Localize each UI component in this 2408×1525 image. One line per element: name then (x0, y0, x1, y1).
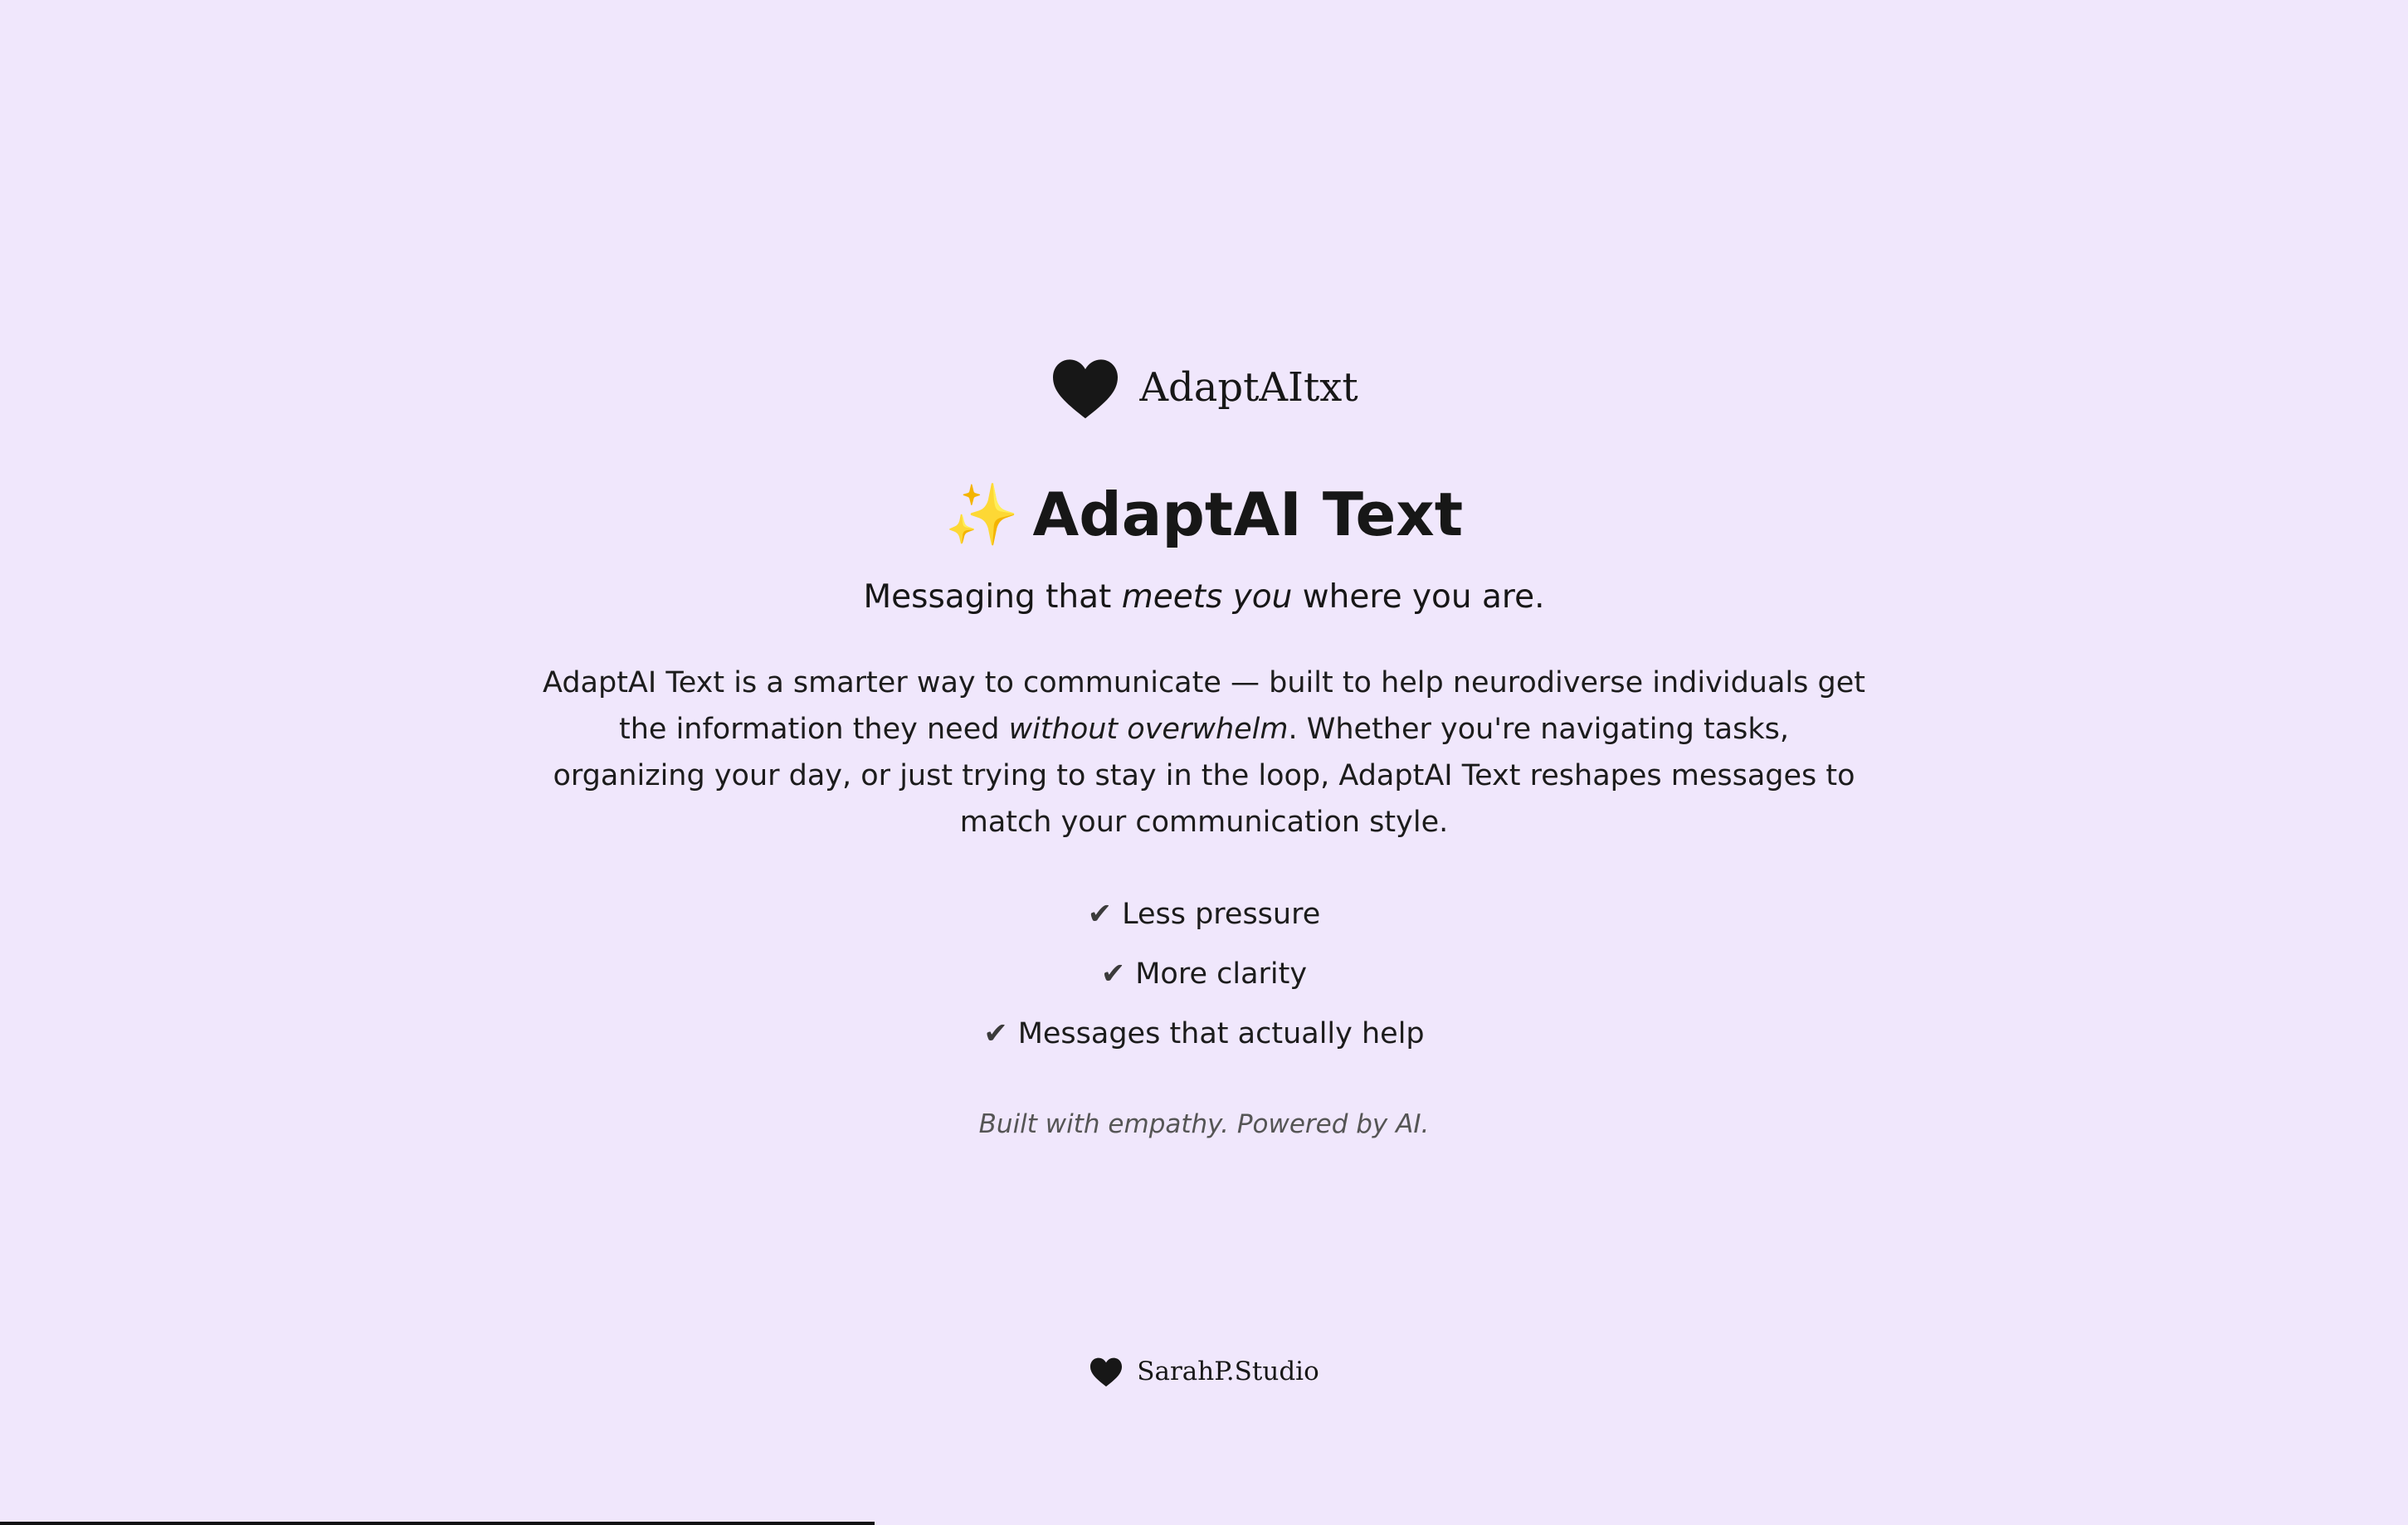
brand-logo[interactable] (0, 352, 2408, 423)
feature-list (0, 884, 2408, 1064)
heart-icon (1050, 355, 1121, 420)
description-emphasis: without overwhelm (1008, 713, 1289, 746)
hero-title (0, 475, 2408, 554)
feature-label: More clarity (1135, 957, 1308, 991)
feature-label: Messages that actually help (1017, 1017, 1425, 1050)
check-icon: ✔ (1100, 957, 1126, 991)
tagline (0, 574, 2408, 621)
feature-item (0, 884, 2408, 944)
description (540, 660, 1868, 845)
tagline-before: Messaging that (863, 578, 1122, 616)
brand-name: AdaptAItxt (1139, 364, 1358, 411)
feature-item (0, 944, 2408, 1004)
sparkles-icon: ✨ (944, 480, 1020, 549)
heart-icon (1089, 1356, 1124, 1387)
tagline-emphasis: meets you (1121, 578, 1293, 616)
check-icon: ✔ (1087, 898, 1113, 931)
footnote: Built with empathy. Powered by AI. (978, 1109, 1430, 1139)
footer-studio-link[interactable] (0, 1351, 2408, 1392)
description-before: AdaptAI Text is a smarter way to communicate — built to help neurodiverse individuals get the information they need (543, 666, 1865, 746)
check-icon: ✔ (983, 1017, 1008, 1050)
hero-title-text: AdaptAI Text (1032, 480, 1464, 549)
feature-item (0, 1004, 2408, 1064)
tagline-after: where you are. (1292, 578, 1545, 616)
description-after: . Whether you're navigating tasks, organizing your day, or just trying to stay in the loop, AdaptAI Text reshapes messages to match your communication style. (553, 713, 1855, 839)
footer-name: SarahP.Studio (1137, 1357, 1319, 1386)
bottom-divider (0, 1522, 875, 1525)
feature-label: Less pressure (1122, 898, 1321, 931)
